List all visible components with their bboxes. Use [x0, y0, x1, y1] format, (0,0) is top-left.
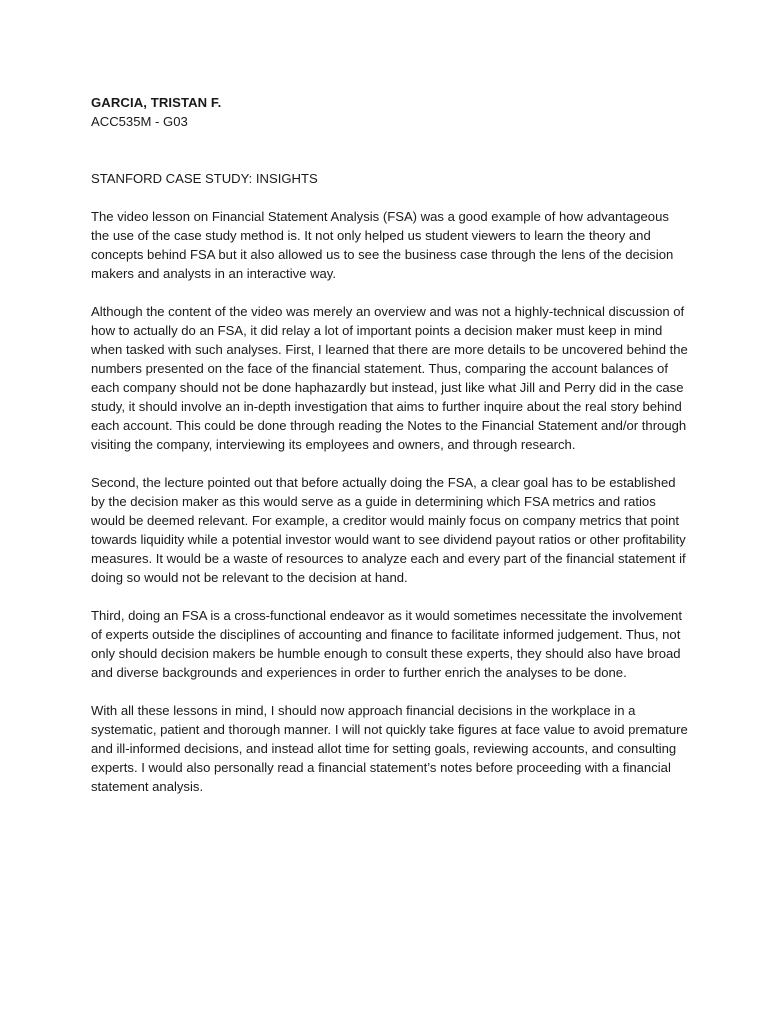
paragraph-intro: The video lesson on Financial Statement Analysis (FSA) was a good example of how advantageous the use of the case study method is. It not only helped us student viewers to learn the theory and concepts behind FSA but it also allowed us to see the business case through the lens of the decision makers and analysts in an interactive way. [91, 209, 674, 281]
document-title: STANFORD CASE STUDY: INSIGHTS [91, 171, 318, 186]
paragraph-conclusion: With all these lessons in mind, I should now approach financial decisions in the workplace in a systematic, patient and thorough manner. I will not quickly take figures at face value to avoid premature and ill-informed decisions, and instead allot time for setting goals, reviewing accounts, and consulting experts. I would also personally read a financial statement’s notes before proceeding with a financial statement analysis. [91, 703, 688, 794]
paragraph-first-lesson: Although the content of the video was merely an overview and was not a highly-technical discussion of how to actually do an FSA, it did relay a lot of important points a decision maker must keep in mind when tasked with such analyses. First, I learned that there are more details to be uncovered behind the numbers presented on the face of the financial statement. Thus, comparing the account balances of each company should not be done haphazardly but instead, just like what Jill and Perry did in the case study, it should involve an in-depth investigation that aims to further inquire about the real story behind each account. This could be done through reading the Notes to the Financial Statement and/or through visiting the company, interviewing its employees and owners, and through research. [91, 304, 688, 452]
paragraph-third-lesson: Third, doing an FSA is a cross-functional endeavor as it would sometimes necessitate the involvement of experts outside the disciplines of accounting and finance to facilitate informed judgement. Thus, not only should decision makers be humble enough to consult these experts, they should also have broad and diverse backgrounds and experiences in order to further enrich the analyses to be done. [91, 608, 682, 680]
paragraph-second-lesson: Second, the lecture pointed out that before actually doing the FSA, a clear goal has to be established by the decision maker as this would serve as a guide in determining which FSA metrics and ratios would be deemed relevant. For example, a creditor would mainly focus on company metrics that point towards liquidity while a potential investor would want to see dividend payout ratios or other profitability measures. It would be a waste of resources to analyze each and every part of the financial statement if doing so would not be relevant to the decision at hand. [91, 475, 686, 585]
author-name: GARCIA, TRISTAN F. [91, 95, 222, 110]
course-code: ACC535M - G03 [91, 114, 188, 129]
